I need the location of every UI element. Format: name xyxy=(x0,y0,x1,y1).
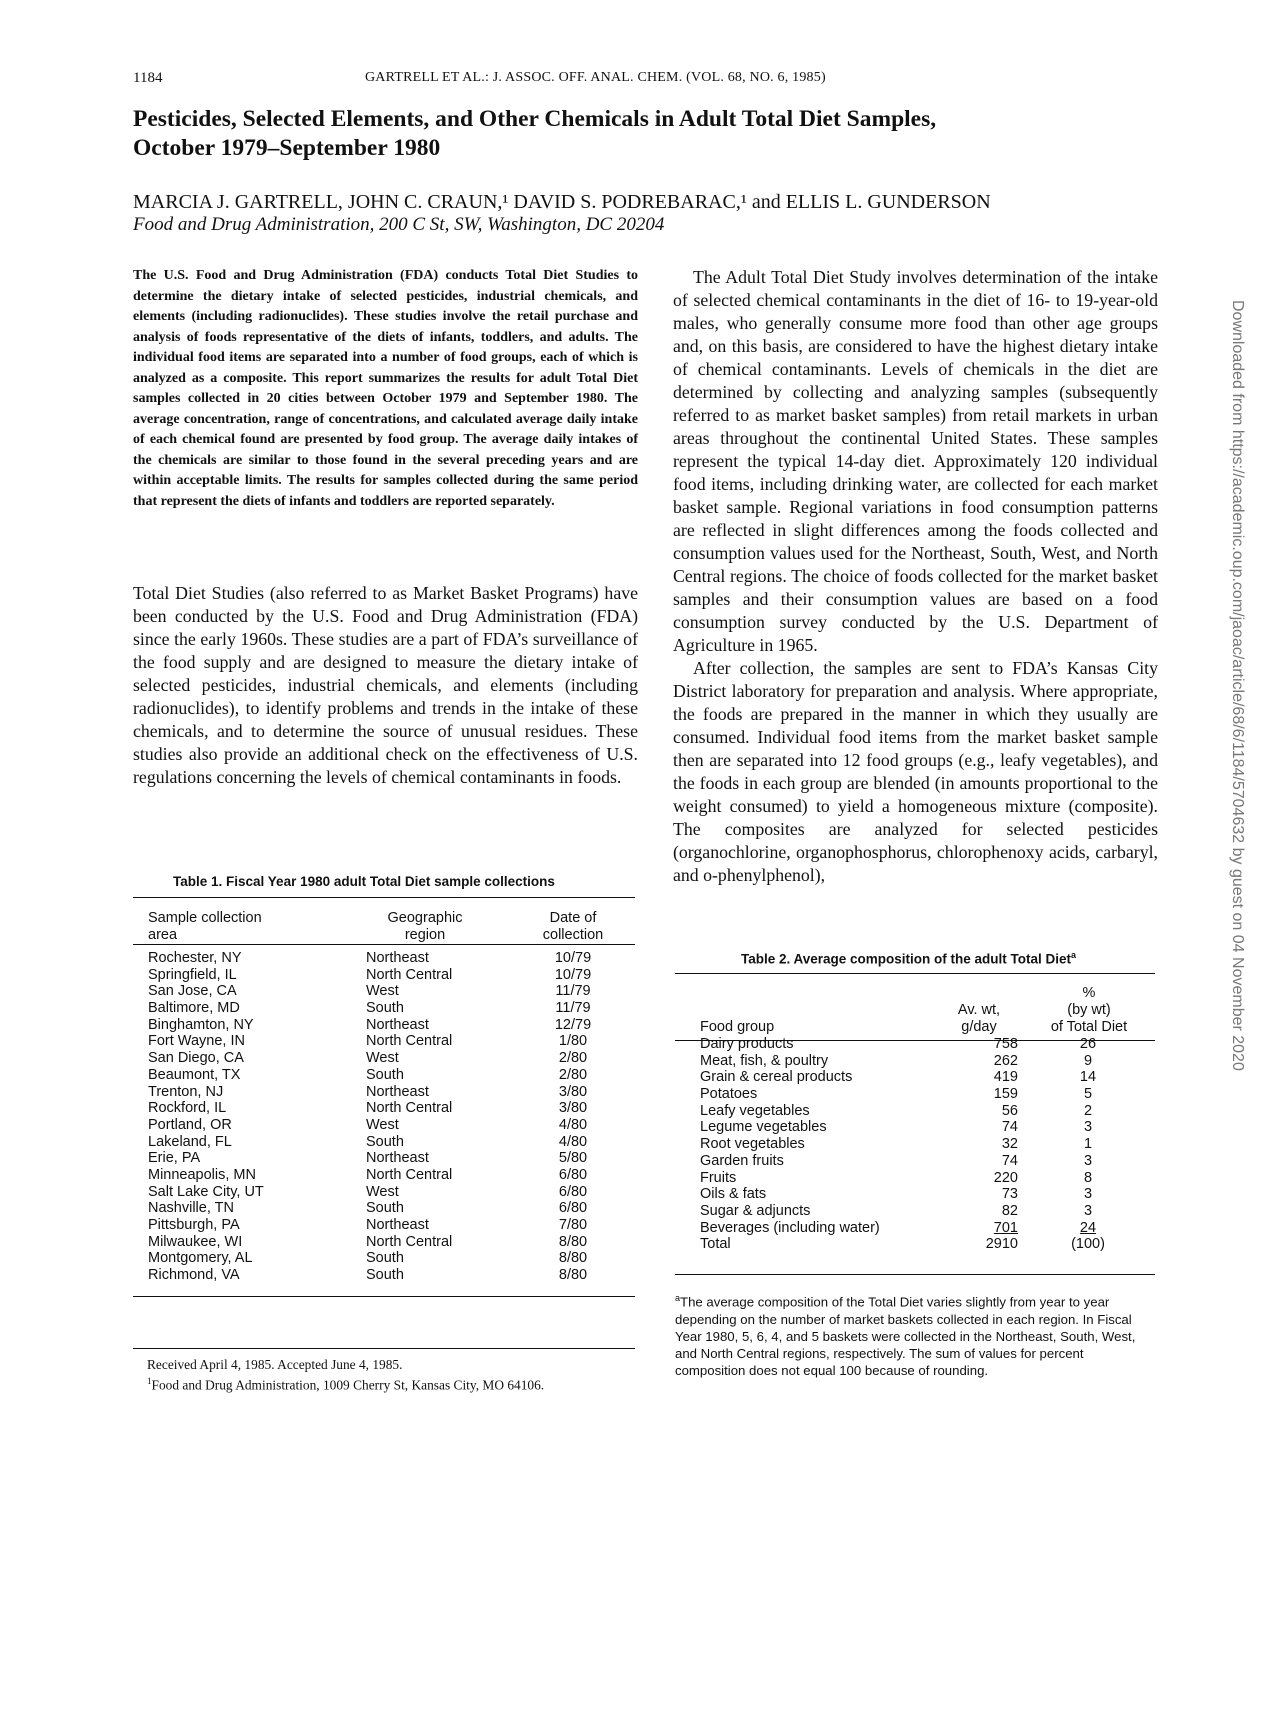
table1-cell-area: Portland, OR xyxy=(148,1116,232,1133)
table2-cell-wt: 82 xyxy=(1001,1202,1018,1219)
table1-cell-date: 6/80 xyxy=(558,1200,588,1217)
table1-row xyxy=(148,1250,628,1267)
table1-cell-area: Beaumont, TX xyxy=(148,1066,241,1083)
table1-cell-region: South xyxy=(366,1267,404,1284)
table1-cell-region: West xyxy=(366,1116,399,1133)
abstract: The U.S. Food and Drug Administration (FDA) conducts Total Diet Studies to determine the dietary intake of selected pesticides, industrial chemicals, and elements (including radionuclides). These studies involve the retail purchase and analysis of foods representative of the diets of infants, toddlers, and adults. The individual food items are separated into a number of food groups, each of which is analyzed as a composite. This report summarizes the results for adult Total Diet samples collected in 20 cities between October 1979 and September 1980. The average concentration, range of concentrations, and calculated average daily intake of each chemical found are presented by food group. The average daily intakes of the chemicals are similar to those found in the several preceding years and are within acceptable limits. The results for samples collected during the same period that represent the diets of infants and toddlers are reported separately. xyxy=(133,268,638,509)
table2-cell-group: Sugar & adjuncts xyxy=(700,1202,811,1219)
table1-cell-region: West xyxy=(366,1183,399,1200)
table2-row xyxy=(700,1220,1140,1237)
table1-row xyxy=(148,1150,628,1167)
table2 xyxy=(700,984,1140,1253)
table2-total-wt: 2910 xyxy=(985,1236,1018,1253)
table2-cell-wt: 73 xyxy=(1001,1186,1018,1203)
table1-cell-area: Binghamton, NY xyxy=(148,1016,254,1033)
table2-body xyxy=(700,1036,1140,1253)
table2-row xyxy=(700,1153,1140,1170)
table1-cell-area: Pittsburgh, PA xyxy=(148,1217,240,1233)
title-line-2: October 1979–September 1980 xyxy=(133,135,441,161)
table2-cell-pct: 5 xyxy=(1083,1086,1093,1103)
table1-row xyxy=(148,1167,628,1184)
table2-cell-pct: 1 xyxy=(1083,1136,1093,1153)
table2-cell-pct xyxy=(1048,1220,1128,1237)
table2-header-group: Food group xyxy=(700,1019,775,1035)
table1-cell-area: Erie, PA xyxy=(148,1150,201,1167)
affiliation-footnote: $^1$Food and Drug Administration, 1009 Cherry St, Kansas City, MO 64106. xyxy=(147,1376,545,1393)
table2-cell-pct-value: 24 xyxy=(1079,1219,1097,1236)
table1-cell-area: San Diego, CA xyxy=(148,1050,244,1067)
table2-row xyxy=(700,1170,1140,1187)
table1-cell-area: Rochester, NY xyxy=(148,950,242,966)
table2-row xyxy=(700,1136,1140,1153)
table1-cell-region: Northeast xyxy=(366,950,429,966)
table1-cell-area: Minneapolis, MN xyxy=(148,1166,256,1183)
table1-row xyxy=(148,1017,628,1034)
table1-cell-date: 4/80 xyxy=(558,1116,588,1133)
table1-cell-area: Baltimore, MD xyxy=(148,1000,240,1017)
table2-row xyxy=(700,1203,1140,1220)
table1-header-region: Geographic region xyxy=(387,910,463,943)
table1-cell-region: North Central xyxy=(366,966,453,983)
received-note: Received April 4, 1985. Accepted June 4, 1985. xyxy=(147,1357,403,1372)
table2-cell-group: Beverages (including water) xyxy=(700,1219,880,1236)
table2-total-pct: (100) xyxy=(1071,1236,1105,1253)
table1-cell-date: 6/80 xyxy=(558,1183,588,1200)
table1-row xyxy=(148,983,628,1000)
table2-cell-pct: 3 xyxy=(1083,1152,1093,1169)
table2-row xyxy=(700,1119,1140,1136)
table1-cell-region: West xyxy=(366,1050,399,1067)
table1-cell-date: 11/79 xyxy=(555,1000,591,1017)
table2-header xyxy=(700,984,1140,1036)
page-number: 1184 xyxy=(133,70,163,86)
table1-row xyxy=(148,1050,628,1067)
table1-cell-region: Northeast xyxy=(366,1150,429,1167)
table2-cell-group: Grain & cereal products xyxy=(700,1069,853,1086)
table2-cell-wt-value: 701 xyxy=(993,1219,1018,1236)
table1-row xyxy=(148,1033,628,1050)
table1-cell-area: Montgomery, AL xyxy=(148,1250,253,1267)
table2-row xyxy=(700,1069,1140,1086)
table1-cell-region: North Central xyxy=(366,1100,453,1117)
table1-cell-region: West xyxy=(366,983,399,1000)
table1-cell-region: South xyxy=(366,1200,404,1217)
table2-cell-group: Leafy vegetables xyxy=(700,1102,810,1119)
table1-header-date: Date of collection xyxy=(542,910,604,943)
table1-cell-region: North Central xyxy=(366,1033,453,1050)
table1-row xyxy=(148,1184,628,1201)
table1-row xyxy=(148,967,628,984)
article-title xyxy=(133,105,1033,163)
right-column xyxy=(673,266,1158,887)
author-list: MARCIA J. GARTRELL, JOHN C. CRAUN,¹ DAVID S. PODREBARAC,¹ and ELLIS L. GUNDERSON xyxy=(133,191,991,213)
table2-cell-wt: 56 xyxy=(1001,1102,1018,1119)
table1-cell-area: Springfield, IL xyxy=(148,966,237,983)
table1-body xyxy=(148,950,628,1284)
table2-cell-pct: 9 xyxy=(1083,1052,1093,1069)
journal-citation: GARTRELL ET AL.: J. ASSOC. OFF. ANAL. CHEM. (VOL. 68, NO. 6, 1985) xyxy=(365,70,826,85)
table1-row xyxy=(148,1267,628,1284)
page-footnotes xyxy=(147,1356,637,1393)
table1-row xyxy=(148,1084,628,1101)
table2-top-rule xyxy=(675,973,1155,974)
table2-cell-pct: 26 xyxy=(1079,1036,1097,1052)
table2-cell-wt: 419 xyxy=(993,1069,1018,1086)
table1-cell-date: 1/80 xyxy=(558,1033,588,1050)
table2-cell-group: Garden fruits xyxy=(700,1152,784,1169)
author-affiliation: Food and Drug Administration, 200 C St, SW, Washington, DC 20204 xyxy=(133,214,665,235)
table1-cell-region: South xyxy=(366,1133,404,1150)
table2-bottom-rule xyxy=(675,1274,1155,1275)
table1-cell-area: Fort Wayne, IN xyxy=(148,1033,245,1050)
table2-cell-wt xyxy=(948,1220,1018,1237)
intro-paragraph: Total Diet Studies (also referred to as Market Basket Programs) have been conducted by the U.S. Food and Drug Administration (FDA) since the early 1960s. These studies are a part of FDA’s surveillance of the food supply and are designed to measure the dietary intake of selected pesticides, industrial chemicals, and elements (including radionuclides), to identify problems and trends in the intake of these chemicals, and to determine the source of unusual residues. These studies also provide an additional check on the effectiveness of U.S. regulations concerning the levels of chemical contaminants in foods. xyxy=(133,583,638,787)
table2-header-rule xyxy=(675,1040,1155,1041)
table1-caption: Table 1. Fiscal Year 1980 adult Total Diet sample collections xyxy=(173,874,555,889)
table1-cell-region: South xyxy=(366,1000,404,1017)
table2-cell-group: Root vegetables xyxy=(700,1136,805,1153)
table2-cell-pct: 2 xyxy=(1083,1102,1093,1119)
table2-cell-group: Dairy products xyxy=(700,1036,794,1052)
table1-cell-date: 3/80 xyxy=(558,1100,588,1117)
table1-cell-date: 12/79 xyxy=(554,1016,592,1033)
table1-cell-date: 10/79 xyxy=(554,950,592,966)
table1-row xyxy=(148,1117,628,1134)
table2-cell-wt: 32 xyxy=(1001,1136,1018,1153)
table2-cell-wt: 220 xyxy=(993,1169,1018,1186)
table1-row xyxy=(148,1000,628,1017)
table1-cell-region: South xyxy=(366,1250,404,1267)
table2-cell-group: Potatoes xyxy=(700,1086,758,1103)
table2-cell-pct: 3 xyxy=(1083,1119,1093,1136)
table1-cell-date: 8/80 xyxy=(558,1267,588,1284)
table1-cell-date: 2/80 xyxy=(558,1050,588,1067)
table1-cell-area: Milwaukee, WI xyxy=(148,1233,243,1250)
table1-cell-date: 11/79 xyxy=(555,983,591,1000)
table1-cell-date: 7/80 xyxy=(558,1217,588,1233)
table1-cell-date: 6/80 xyxy=(558,1166,588,1183)
table2-cell-pct: 3 xyxy=(1083,1186,1093,1203)
table2-cell-pct: 8 xyxy=(1083,1169,1093,1186)
table1-header-area: Sample collection area xyxy=(148,910,262,943)
table1-cell-region: North Central xyxy=(366,1233,453,1250)
table2-row xyxy=(700,1036,1140,1053)
table1-row xyxy=(148,1217,628,1234)
table1-cell-area: Salt Lake City, UT xyxy=(148,1183,264,1200)
download-stamp-text: Downloaded from https://academic.oup.com/jaoac/article/68/6/1184/5704632 by guest on 04 November 2020 xyxy=(1229,300,1246,1071)
table1-top-rule xyxy=(133,897,635,898)
table2-total-label: Total xyxy=(700,1236,731,1253)
table2-row xyxy=(700,1186,1140,1203)
body-paragraph-1: The Adult Total Diet Study involves determination of the intake of selected chemical contaminants in the diet of 16- to 19-year-old males, who generally consume more food than other age groups and, on this basis, are considered to have the highest dietary intake of chemical contaminants. Levels of chemicals in the diet are determined by collecting and analyzing samples (subsequently referred to as market basket samples) from retail markets in urban areas throughout the continental United States. These samples represent the typical 14-day diet. Approximately 120 individual food items, including drinking water, are collected for each market basket sample. Regional variations in food consumption patterns are reflected in slight differences among the foods collected and consumption values used for the Northeast, South, West, and North Central regions. The choice of foods collected for the market basket samples and their consumption values are based on a food consumption survey conducted by the U.S. Department of Agriculture in 1965. xyxy=(673,267,1158,655)
table1-row xyxy=(148,1100,628,1117)
table2-cell-pct: 14 xyxy=(1079,1069,1097,1086)
table1-row xyxy=(148,1234,628,1251)
table1-cell-area: Lakeland, FL xyxy=(148,1133,232,1150)
table1-cell-date: 8/80 xyxy=(558,1250,588,1267)
table2-cell-group: Oils & fats xyxy=(700,1186,767,1203)
table1-row xyxy=(148,1067,628,1084)
table2-cell-wt: 74 xyxy=(1001,1152,1018,1169)
table2-cell-pct: 3 xyxy=(1083,1202,1093,1219)
table2-row xyxy=(700,1053,1140,1070)
table1-cell-date: 2/80 xyxy=(558,1066,588,1083)
table2-header-percent: % (by wt) of Total Diet xyxy=(1050,985,1128,1035)
table1-cell-area: San Jose, CA xyxy=(148,983,237,1000)
table1-row xyxy=(148,950,628,967)
table2-cell-wt: 262 xyxy=(993,1052,1018,1069)
download-stamp xyxy=(1226,300,1246,1320)
table1-cell-area: Rockford, IL xyxy=(148,1100,227,1117)
table1-cell-area: Nashville, TN xyxy=(148,1200,234,1217)
table1-cell-date: 10/79 xyxy=(554,966,592,983)
table2-row xyxy=(700,1103,1140,1120)
table2-total-row xyxy=(700,1236,1140,1253)
table1-cell-area: Richmond, VA xyxy=(148,1267,240,1284)
table1-header-rule xyxy=(133,944,635,945)
table2-cell-wt: 159 xyxy=(993,1086,1018,1103)
body-paragraph-2: After collection, the samples are sent to FDA’s Kansas City District laboratory for preparation and analysis. Where appropriate, the foods are prepared in the manner in which they usually are consumed. Individual food items from the market basket sample then are separated into 12 food groups (e.g., leafy vegetables), and the foods in each group are blended (in amounts proportional to the weight consumed) to yield a homogeneous mixture (composite). The composites are analyzed for selected pesticides (organochlorine, organophosphorus, chlorophenoxy acids, carbaryl, and o-phenylphenol), xyxy=(673,658,1158,885)
table1-cell-area: Trenton, NJ xyxy=(148,1083,224,1100)
table2-cell-wt: 74 xyxy=(1001,1119,1018,1136)
table1-cell-date: 8/80 xyxy=(558,1233,588,1250)
table2-cell-group: Meat, fish, & poultry xyxy=(700,1052,829,1069)
table1 xyxy=(148,910,628,1284)
table1-row xyxy=(148,1200,628,1217)
table1-bottom-rule xyxy=(133,1296,635,1297)
table1-cell-date: 4/80 xyxy=(558,1133,588,1150)
footnote-rule xyxy=(133,1348,635,1349)
table2-cell-wt: 758 xyxy=(993,1036,1018,1052)
table2-row xyxy=(700,1086,1140,1103)
table1-cell-region: Northeast xyxy=(366,1083,429,1100)
table2-footnote: $^a$The average composition of the Total Diet varies slightly from year to year depending on the number of market baskets collected in each region. In Fiscal Year 1980, 5, 6, 4, and 5 baskets were collected in the Northeast, South, West, and North Central regions, respectively. The sum of values for percent composition does not equal 100 because of rounding. xyxy=(675,1293,1136,1379)
table2-cell-group: Fruits xyxy=(700,1169,737,1186)
table1-row xyxy=(148,1134,628,1151)
table1-cell-region: North Central xyxy=(366,1166,453,1183)
table1-cell-region: Northeast xyxy=(366,1016,429,1033)
table2-caption: Table 2. Average composition of the adult Total Diet$^a$ xyxy=(741,950,1077,967)
table1-cell-region: South xyxy=(366,1066,404,1083)
table1-cell-region: Northeast xyxy=(366,1217,429,1233)
title-line-1: Pesticides, Selected Elements, and Other Chemicals in Adult Total Diet Samples, xyxy=(133,106,937,132)
table2-cell-group: Legume vegetables xyxy=(700,1119,827,1136)
table1-cell-date: 3/80 xyxy=(558,1083,588,1100)
table1-cell-date: 5/80 xyxy=(558,1150,588,1167)
table2-header-weight: Av. wt, g/day xyxy=(957,1002,1001,1035)
